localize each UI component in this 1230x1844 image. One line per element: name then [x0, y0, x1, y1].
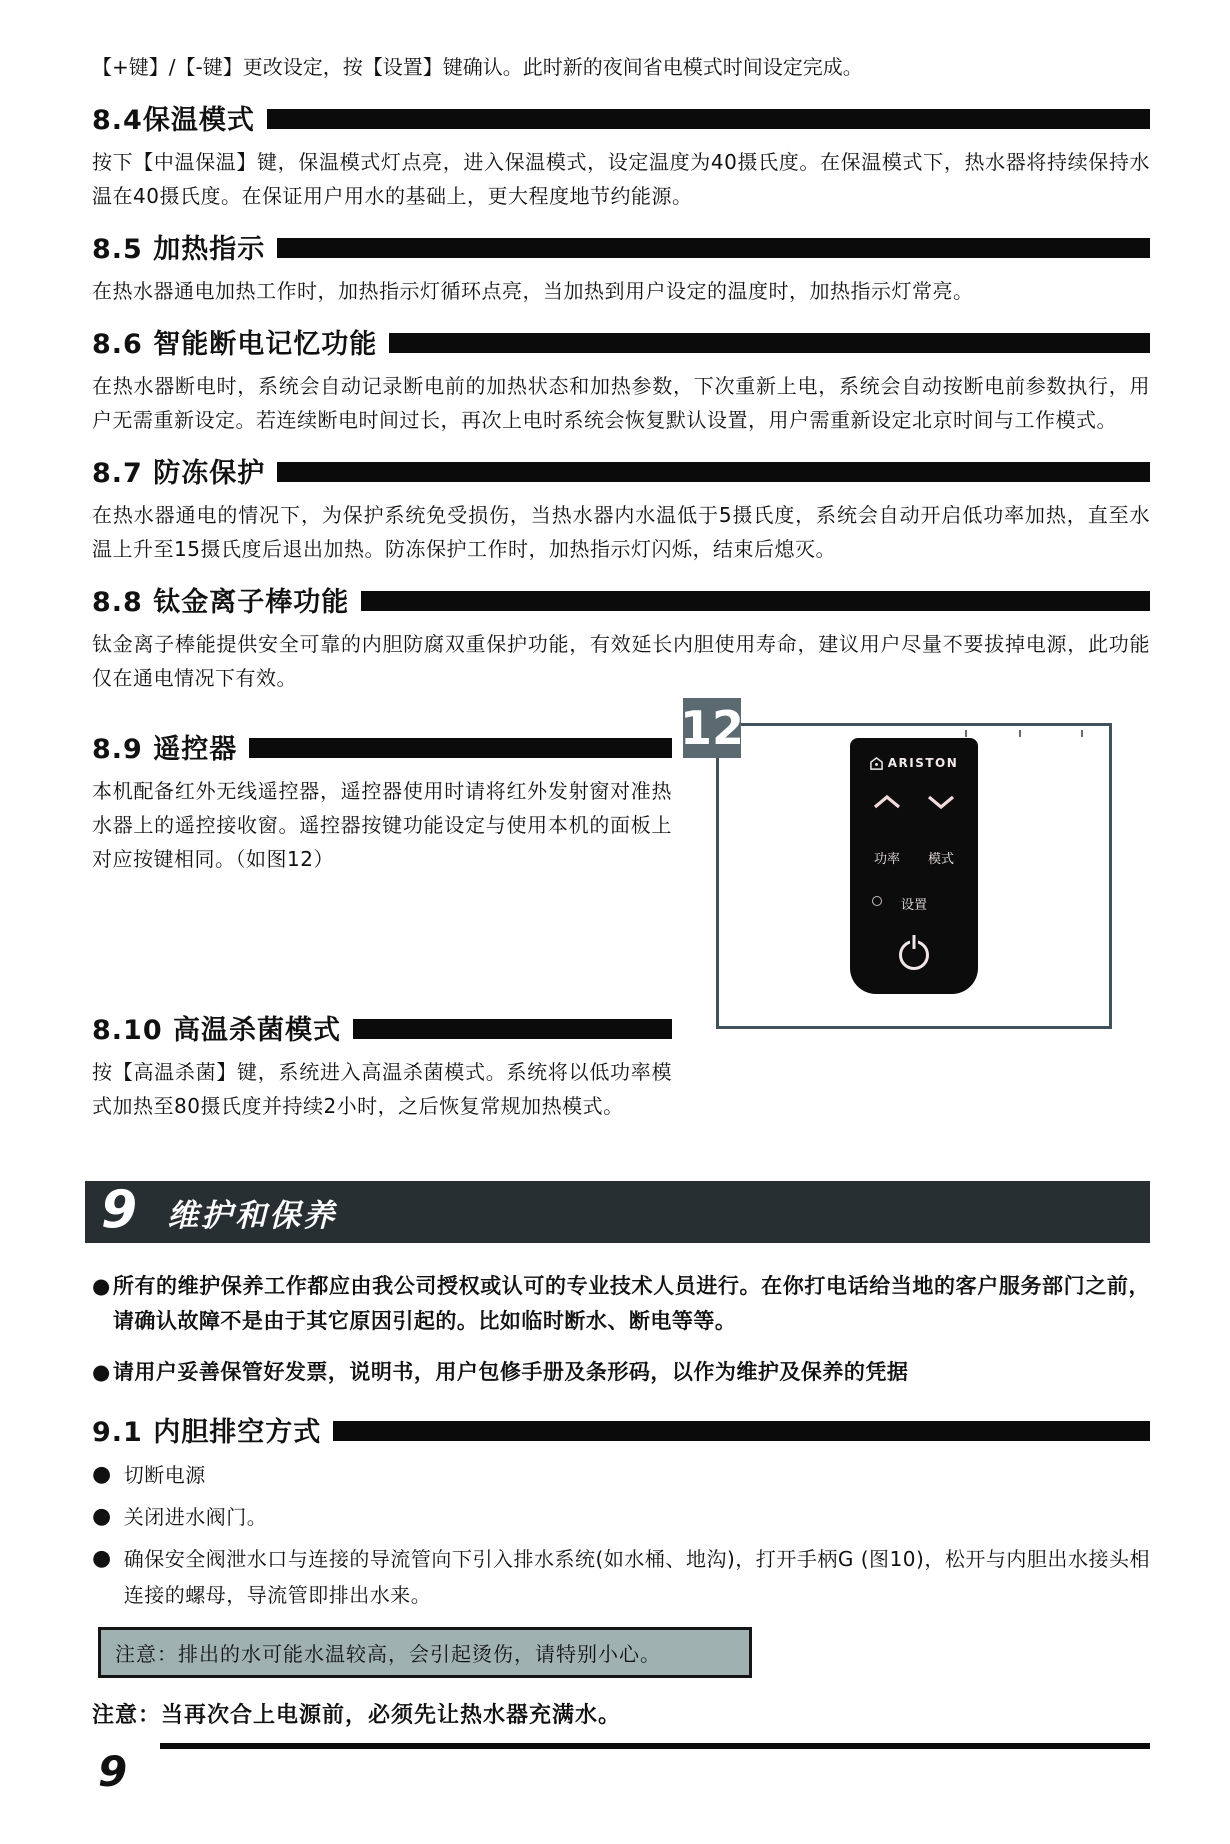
bullet-icon: ●	[92, 1360, 111, 1384]
bullet-icon: ●	[92, 1546, 112, 1571]
maintenance-bullet-text: 所有的维护保养工作都应由我公司授权或认可的专业技术人员进行。在你打电话给当地的客户服务部门之前，请确认故障不是由于其它原因引起的。比如临时断水、断电等等。	[112, 1274, 1150, 1333]
maintenance-bullet-text: 请用户妥善保管好发票，说明书，用户包修手册及条形码，以作为维护及保养的凭据	[112, 1360, 909, 1384]
ariston-house-icon	[870, 757, 883, 770]
section-heading-8-6	[92, 322, 1150, 361]
section-heading-8-4	[92, 98, 1150, 137]
mode-label: 模式	[927, 852, 954, 867]
spacer	[92, 876, 672, 994]
heading-bar	[353, 1019, 672, 1039]
drain-step-text: 切断电源	[123, 1463, 206, 1487]
heading-bar	[277, 238, 1150, 258]
heading-bar	[277, 462, 1150, 482]
section-title: 8.5 加热指示	[92, 234, 266, 265]
chapter-number: 9	[101, 1180, 138, 1240]
section-title: 8.9 遥控器	[92, 734, 238, 765]
section-title: 8.7 防冻保护	[92, 458, 266, 489]
section-body-8-5: 在热水器通电加热工作时，加热指示灯循环点亮，当加热到用户设定的温度时，加热指示灯常亮。	[92, 279, 974, 303]
section-title: 8.8 钛金离子棒功能	[92, 587, 350, 618]
right-column	[672, 701, 1150, 1123]
section-body-8-10: 按【高温杀菌】键，系统进入高温杀菌模式。系统将以低功率模式加热至80摄氏度并持续2小时，之后恢复常规加热模式。	[92, 1060, 672, 1118]
chapter-9-banner	[85, 1181, 1150, 1243]
section-heading-8-10	[92, 1008, 672, 1047]
drain-step	[92, 1499, 1150, 1535]
heading-bar	[361, 591, 1150, 611]
page-number: 9	[98, 1747, 128, 1796]
remote-set-row	[850, 894, 978, 913]
section-heading-8-8	[92, 580, 1150, 619]
bullet-icon: ●	[92, 1274, 111, 1298]
drain-step	[92, 1541, 1150, 1613]
two-column-zone	[92, 701, 1150, 1123]
section-body-8-7: 在热水器通电的情况下，为保护系统免受损伤，当热水器内水温低于5摄氏度，系统会自动开启低功率加热，直至水温上升至15摄氏度后退出加热。防冻保护工作时，加热指示灯闪烁，结束后熄灭。	[92, 503, 1150, 561]
section-body-8-6: 在热水器断电时，系统会自动记录断电前的加热状态和加热参数，下次重新上电，系统会自动按断电前参数执行，用户无需重新设定。若连续断电时间过长，再次上电时系统会恢复默认设置，用户需重新设定北京时间与工作模式。	[92, 374, 1150, 432]
registration-mark-icon	[965, 730, 967, 737]
power-button	[899, 940, 929, 970]
left-column	[92, 713, 672, 1123]
power-mode-label: 功率	[874, 852, 901, 867]
maintenance-bullet	[92, 1355, 1150, 1390]
figure-12-frame	[680, 701, 1112, 1029]
section-heading-8-9	[92, 727, 672, 766]
section-title: 8.4保温模式	[92, 105, 255, 136]
heading-bar	[389, 333, 1150, 353]
drain-step	[92, 1457, 1150, 1493]
heading-bar	[249, 738, 672, 758]
remote-control-photo	[850, 738, 978, 994]
section-heading-9-1	[92, 1410, 1150, 1449]
section-title: 8.10 高温杀菌模式	[92, 1015, 342, 1046]
led-indicator-icon	[872, 896, 882, 906]
heading-bar	[267, 109, 1150, 129]
warning-box: 注意：排出的水可能水温较高，会引起烫伤，请特别小心。	[98, 1627, 752, 1678]
section-body-8-4: 按下【中温保温】键，保温模式灯点亮，进入保温模式，设定温度为40摄氏度。在保温模式下，热水器将持续保持水温在40摄氏度。在保证用户用水的基础上，更大程度地节约能源。	[92, 150, 1150, 208]
heading-bar	[333, 1421, 1150, 1441]
section-body-8-9: 本机配备红外无线遥控器，遥控器使用时请将红外发射窗对准热水器上的遥控接收窗。遥控器按键功能设定与使用本机的面板上对应按键相同。（如图12）	[92, 779, 672, 871]
registration-mark-icon	[1019, 730, 1021, 737]
chevron-up-icon	[872, 794, 902, 810]
set-label: 设置	[900, 898, 927, 913]
brand-name: ARISTON	[887, 756, 959, 770]
registration-mark-icon	[1081, 730, 1083, 737]
section-heading-8-5	[92, 227, 1150, 266]
maintenance-bullet	[92, 1269, 1150, 1339]
refill-warning: 注意：当再次合上电源前，必须先让热水器充满水。	[92, 1703, 622, 1728]
section-title: 8.6 智能断电记忆功能	[92, 329, 378, 360]
section-title: 9.1 内胆排空方式	[92, 1417, 322, 1448]
bullet-icon: ●	[92, 1462, 112, 1487]
remote-mode-labels	[850, 848, 978, 867]
drain-step-text: 确保安全阀泄水口与连接的导流管向下引入排水系统(如水桶、地沟)，打开手柄G (图10)，松开与内胆出水接头相连接的螺母，导流管即排出水来。	[123, 1547, 1150, 1607]
remote-arrow-buttons	[850, 794, 978, 810]
drain-step-text: 关闭进水阀门。	[123, 1505, 268, 1529]
chapter-title: 维护和保养	[167, 1197, 338, 1234]
chevron-down-icon	[926, 794, 956, 810]
section-heading-8-7	[92, 451, 1150, 490]
section-body-8-8: 钛金离子棒能提供安全可靠的内胆防腐双重保护功能，有效延长内胆使用寿命，建议用户尽量不要拔掉电源，此功能仅在通电情况下有效。	[92, 632, 1150, 690]
power-icon	[899, 940, 929, 970]
intro-paragraph: 【+键】/【-键】更改设定，按【设置】键确认。此时新的夜间省电模式时间设定完成。	[92, 55, 863, 79]
ariston-logo	[850, 756, 978, 770]
bullet-icon: ●	[92, 1504, 112, 1529]
figure-12-label: 12	[683, 698, 741, 758]
